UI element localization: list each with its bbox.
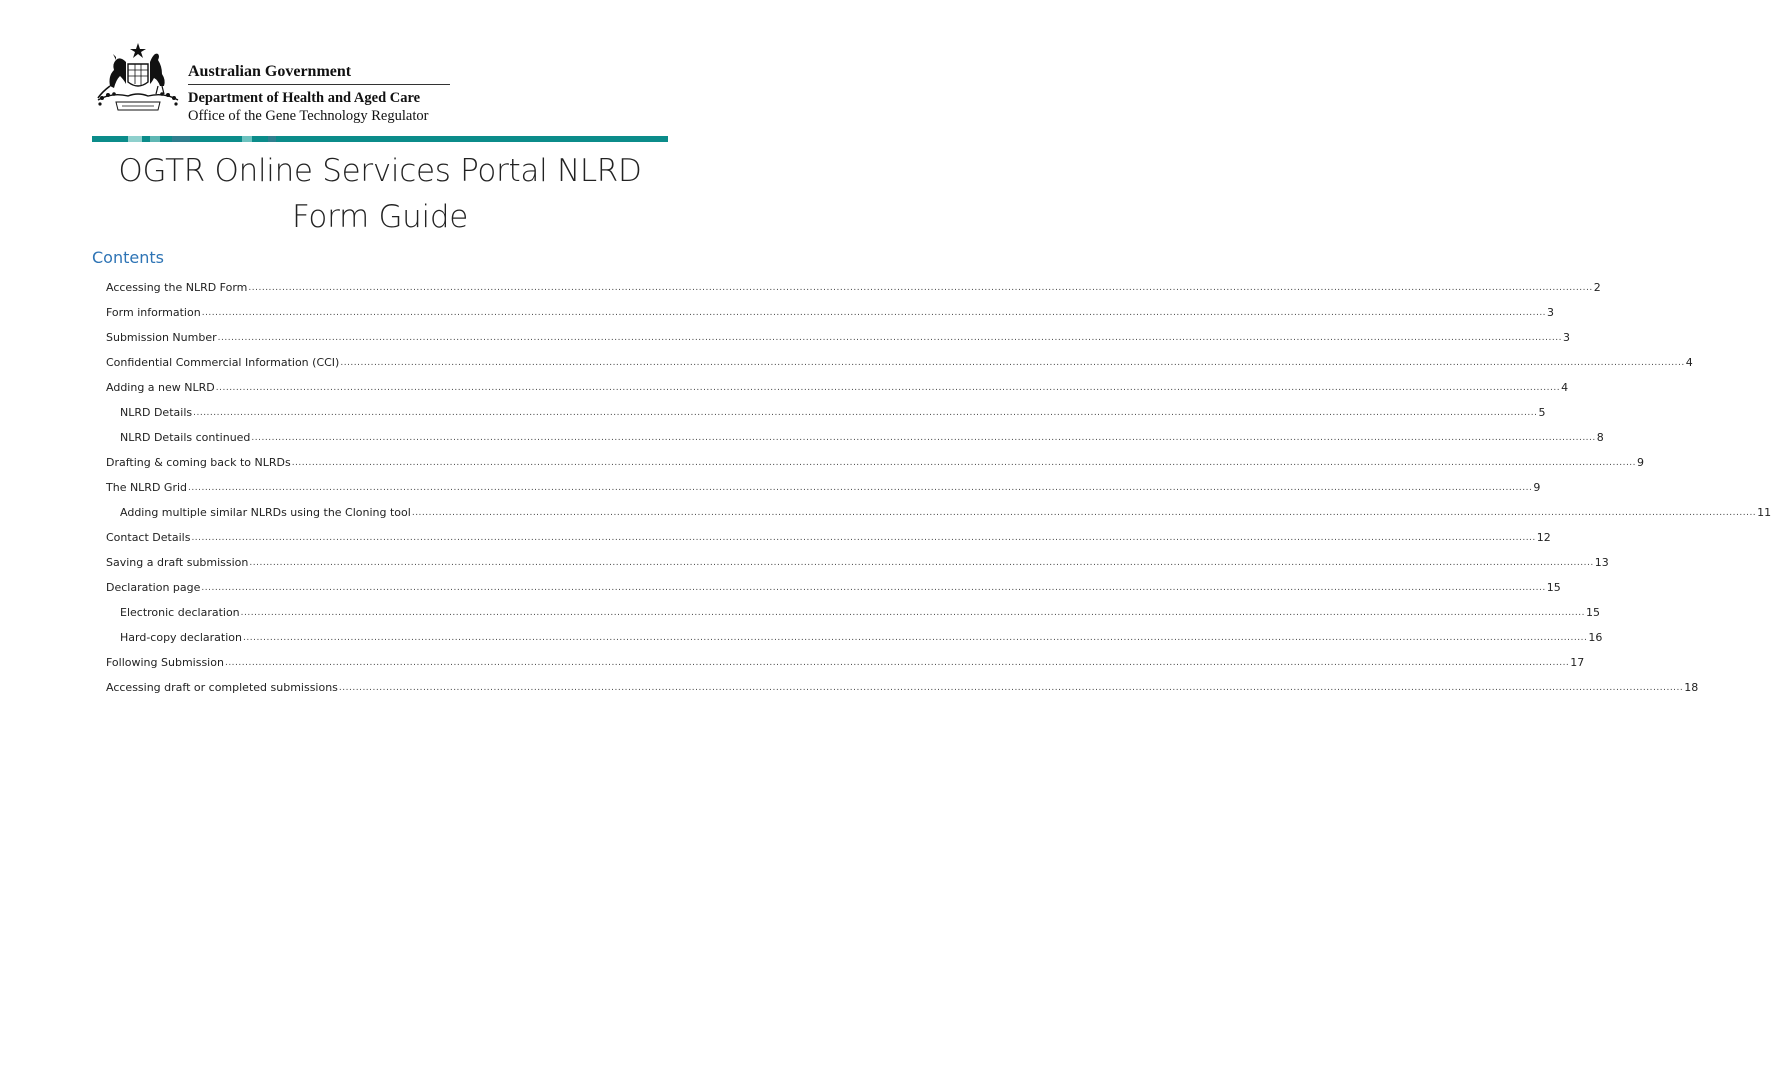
toc-entry-label[interactable]: NLRD Details continued [120,431,251,444]
toc-entry-label[interactable]: Adding multiple similar NLRDs using the Cloning tool [120,506,411,519]
toc-entry-label[interactable]: The NLRD Grid [106,481,188,494]
toc-entry[interactable] [106,422,1604,447]
toc-entry[interactable] [106,572,1561,597]
toc-entry[interactable] [106,497,1771,522]
document-title: OGTR Online Services Portal NLRD Form Guide [118,153,642,235]
toc-entry[interactable] [106,397,1546,422]
toc-leader-dots: ................................................................................................................................................................................................................................................................................................................................................................................................................ [338,683,1684,693]
toc-leader-dots: ................................................................................................................................................................................................................................................................................................................................................................................................................ [193,408,1538,418]
toc-entry[interactable] [106,647,1585,672]
toc-leader-dots: ................................................................................................................................................................................................................................................................................................................................................................................................................ [201,583,1546,593]
toc-leader-dots: ................................................................................................................................................................................................................................................................................................................................................................................................................ [248,283,1593,293]
toc-leader-dots: ................................................................................................................................................................................................................................................................................................................................................................................................................ [291,458,1637,468]
toc-entry-label[interactable]: Electronic declaration [120,606,240,619]
toc-leader-dots: ................................................................................................................................................................................................................................................................................................................................................................................................................ [217,333,1562,343]
toc-entry-page-number[interactable]: 3 [1547,306,1555,319]
toc-entry-label[interactable]: NLRD Details [120,406,193,419]
toc-entry[interactable] [106,472,1541,497]
toc-entry-page-number[interactable]: 18 [1684,681,1699,694]
toc-leader-dots: ................................................................................................................................................................................................................................................................................................................................................................................................................ [340,358,1685,368]
document-header [92,40,672,140]
toc-leader-dots: ................................................................................................................................................................................................................................................................................................................................................................................................................ [215,383,1561,393]
toc-entry-label[interactable]: Hard-copy declaration [120,631,242,644]
toc-entry[interactable] [106,297,1555,322]
toc-entry[interactable] [106,347,1693,372]
office-name: Office of the Gene Technology Regulator [188,108,429,124]
contents-heading: Contents [92,248,164,267]
government-name: Australian Government [188,63,352,80]
toc-entry-page-number[interactable]: 13 [1594,556,1609,569]
toc-leader-dots: ................................................................................................................................................................................................................................................................................................................................................................................................................ [201,308,1547,318]
toc-entry-page-number[interactable]: 15 [1586,606,1600,619]
toc-entry-label[interactable]: Adding a new NLRD [106,381,215,394]
department-name: Department of Health and Aged Care [188,90,421,106]
toc-entry-page-number[interactable]: 9 [1637,456,1645,469]
toc-entry[interactable] [106,272,1601,297]
toc-entry-label[interactable]: Submission Number [106,331,217,344]
toc-entry-page-number[interactable]: 4 [1685,356,1693,369]
toc-entry-page-number[interactable]: 11 [1757,506,1771,519]
toc-entry[interactable] [106,622,1603,647]
toc-leader-dots: ................................................................................................................................................................................................................................................................................................................................................................................................................ [224,658,1570,668]
toc-leader-dots: ................................................................................................................................................................................................................................................................................................................................................................................................................ [188,483,1533,493]
toc-entry-label[interactable]: Confidential Commercial Information (CCI) [106,356,340,369]
toc-entry-page-number[interactable]: 15 [1546,581,1561,594]
government-divider [188,84,450,85]
government-block [188,62,450,125]
toc-entry[interactable] [106,672,1699,697]
toc-entry[interactable] [106,447,1645,472]
toc-entry-label[interactable]: Contact Details [106,531,191,544]
toc-entry-label[interactable]: Accessing draft or completed submissions [106,681,338,694]
toc-leader-dots: ................................................................................................................................................................................................................................................................................................................................................................................................................ [191,533,1536,543]
toc-leader-dots: ................................................................................................................................................................................................................................................................................................................................................................................................................ [251,433,1596,443]
toc-entry-page-number[interactable]: 17 [1570,656,1585,669]
toc-entry-label[interactable]: Form information [106,306,201,319]
toc-entry-label[interactable]: Following Submission [106,656,224,669]
toc-entry-page-number[interactable]: 8 [1596,431,1604,444]
toc-entry-label[interactable]: Saving a draft submission [106,556,249,569]
header-banner [92,136,668,142]
toc-entry-page-number[interactable]: 9 [1533,481,1541,494]
toc-entry-page-number[interactable]: 5 [1538,406,1546,419]
toc-leader-dots: ................................................................................................................................................................................................................................................................................................................................................................................................................ [249,558,1594,568]
toc-entry[interactable] [106,522,1551,547]
toc-entry-label[interactable]: Drafting & coming back to NLRDs [106,456,291,469]
toc-entry-page-number[interactable]: 12 [1536,531,1551,544]
toc-entry[interactable] [106,547,1609,572]
commonwealth-coat-of-arms-icon [92,40,184,114]
toc-entry-page-number[interactable]: 3 [1562,331,1570,344]
table-of-contents [106,272,1771,697]
toc-entry-label[interactable]: Declaration page [106,581,201,594]
toc-entry[interactable] [106,322,1570,347]
toc-leader-dots: ................................................................................................................................................................................................................................................................................................................................................................................................................ [411,508,1757,518]
toc-entry-page-number[interactable]: 4 [1561,381,1569,394]
toc-leader-dots: ................................................................................................................................................................................................................................................................................................................................................................................................................ [240,608,1585,618]
toc-entry-page-number[interactable]: 2 [1593,281,1601,294]
toc-entry-label[interactable]: Accessing the NLRD Form [106,281,248,294]
toc-entry[interactable] [106,597,1600,622]
toc-leader-dots: ................................................................................................................................................................................................................................................................................................................................................................................................................ [243,633,1588,643]
toc-entry-page-number[interactable]: 16 [1588,631,1603,644]
toc-entry[interactable] [106,372,1569,397]
